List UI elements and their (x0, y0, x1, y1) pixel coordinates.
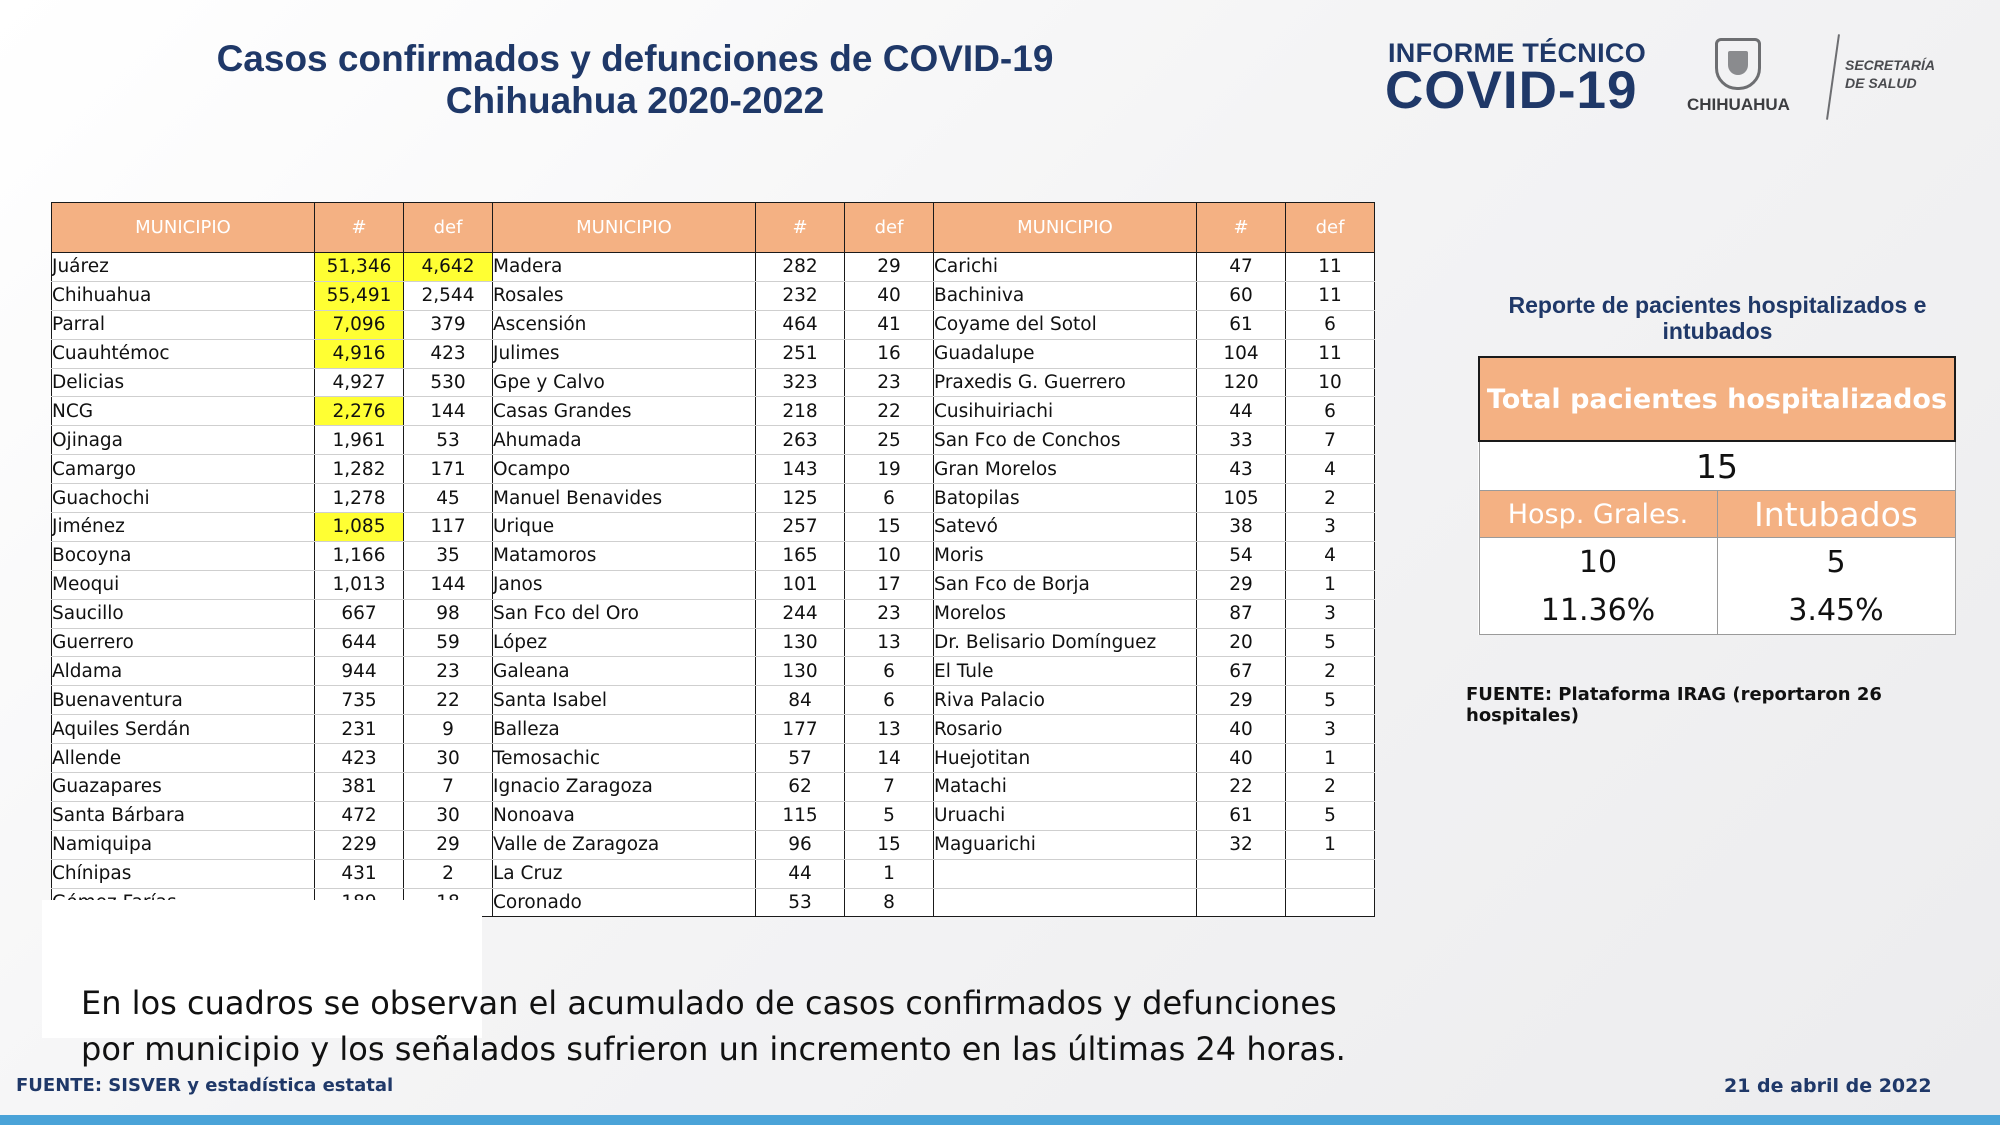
deaths-cell: 1 (845, 859, 934, 888)
cases-cell: 257 (756, 513, 845, 542)
deaths-cell: 2,544 (404, 281, 493, 310)
header-deaths: def (845, 203, 934, 253)
municipio-cell (934, 888, 1197, 917)
cases-cell: 130 (756, 657, 845, 686)
logo-informe-tecnico: INFORME TÉCNICO (1388, 38, 1646, 68)
municipio-cell: San Fco de Conchos (934, 426, 1197, 455)
municipio-cell: Manuel Benavides (493, 484, 756, 513)
municipio-cell: Uruachi (934, 801, 1197, 830)
cases-cell: 62 (756, 773, 845, 802)
deaths-cell: 35 (404, 541, 493, 570)
municipio-cell: Parral (52, 310, 315, 339)
deaths-cell: 14 (845, 744, 934, 773)
municipio-cell: Santa Bárbara (52, 801, 315, 830)
deaths-cell: 23 (845, 368, 934, 397)
municipio-cell: Guazapares (52, 773, 315, 802)
municipio-cell: Coyame del Sotol (934, 310, 1197, 339)
cases-cell (1197, 888, 1286, 917)
municipio-cell: Praxedis G. Guerrero (934, 368, 1197, 397)
municipio-cell: Urique (493, 513, 756, 542)
cases-cell: 60 (1197, 281, 1286, 310)
deaths-cell: 5 (1286, 801, 1375, 830)
deaths-cell: 144 (404, 570, 493, 599)
note-line-2: por municipio y los señalados sufrieron un incremento en las últimas 24 horas. (81, 1030, 1346, 1068)
municipio-cell: Madera (493, 253, 756, 282)
cases-cell: 423 (315, 744, 404, 773)
deaths-cell: 2 (404, 859, 493, 888)
table-row (52, 484, 1375, 513)
cases-cell: 44 (756, 859, 845, 888)
cases-cell: 1,282 (315, 455, 404, 484)
deaths-cell: 40 (845, 281, 934, 310)
deaths-cell: 2 (1286, 484, 1375, 513)
deaths-cell: 1 (1286, 570, 1375, 599)
header-cases: # (1197, 203, 1286, 253)
logo-chihuahua: CHIHUAHUA (1687, 95, 1790, 114)
cases-cell: 1,085 (315, 513, 404, 542)
cases-cell: 51,346 (315, 253, 404, 282)
municipio-cell: Morelos (934, 599, 1197, 628)
cases-cell: 125 (756, 484, 845, 513)
municipio-cell: Carichi (934, 253, 1197, 282)
deaths-cell: 9 (404, 715, 493, 744)
municipio-cell: Matachi (934, 773, 1197, 802)
deaths-cell: 30 (404, 801, 493, 830)
cases-cell: 7,096 (315, 310, 404, 339)
deaths-cell: 117 (404, 513, 493, 542)
deaths-cell: 4 (1286, 455, 1375, 484)
deaths-cell: 6 (845, 484, 934, 513)
table-row (52, 570, 1375, 599)
intubated-percent: 3.45% (1717, 586, 1955, 635)
cases-cell: 4,916 (315, 339, 404, 368)
logo-divider (1826, 34, 1840, 119)
municipio-cell: Guerrero (52, 628, 315, 657)
municipio-cell: Chihuahua (52, 281, 315, 310)
municipio-cell: Aquiles Serdán (52, 715, 315, 744)
municipio-cell: Delicias (52, 368, 315, 397)
cases-cell: 4,927 (315, 368, 404, 397)
cases-cell: 1,013 (315, 570, 404, 599)
cases-cell: 229 (315, 830, 404, 859)
municipio-cell: Chínipas (52, 859, 315, 888)
municipio-cell: Balleza (493, 715, 756, 744)
header-municipio: MUNICIPIO (934, 203, 1197, 253)
table-row (52, 801, 1375, 830)
municipio-cell: Ahumada (493, 426, 756, 455)
table-row (52, 368, 1375, 397)
deaths-cell: 45 (404, 484, 493, 513)
cases-cell: 61 (1197, 310, 1286, 339)
table-row (52, 253, 1375, 282)
table-row (52, 397, 1375, 426)
header-municipio: MUNICIPIO (493, 203, 756, 253)
deaths-cell: 1 (1286, 744, 1375, 773)
cases-cell: 105 (1197, 484, 1286, 513)
deaths-cell: 7 (404, 773, 493, 802)
municipio-cell: Guachochi (52, 484, 315, 513)
deaths-cell: 17 (845, 570, 934, 599)
municipality-table (51, 202, 1375, 917)
cases-cell: 431 (315, 859, 404, 888)
cases-cell: 130 (756, 628, 845, 657)
deaths-cell (1286, 859, 1375, 888)
bottom-accent-bar (0, 1115, 2000, 1125)
deaths-cell: 3 (1286, 513, 1375, 542)
deaths-cell: 10 (845, 541, 934, 570)
deaths-cell: 13 (845, 715, 934, 744)
municipio-cell: Riva Palacio (934, 686, 1197, 715)
municipio-cell: Bocoyna (52, 541, 315, 570)
deaths-cell: 4,642 (404, 253, 493, 282)
municipio-cell: Bachiniva (934, 281, 1197, 310)
deaths-cell: 23 (404, 657, 493, 686)
municipio-cell (934, 859, 1197, 888)
deaths-cell: 59 (404, 628, 493, 657)
municipio-cell: Huejotitan (934, 744, 1197, 773)
municipio-cell: Cuauhtémoc (52, 339, 315, 368)
page-title (120, 38, 1150, 122)
deaths-cell: 3 (1286, 715, 1375, 744)
cases-cell: 1,166 (315, 541, 404, 570)
cases-cell: 54 (1197, 541, 1286, 570)
deaths-cell: 98 (404, 599, 493, 628)
header-deaths: def (1286, 203, 1375, 253)
municipio-cell: Maguarichi (934, 830, 1197, 859)
cases-cell: 282 (756, 253, 845, 282)
table-header-row (52, 203, 1375, 253)
cases-cell: 67 (1197, 657, 1286, 686)
municipio-cell: Rosario (934, 715, 1197, 744)
municipio-cell: Gpe y Calvo (493, 368, 756, 397)
municipio-cell: Guadalupe (934, 339, 1197, 368)
table-row (52, 513, 1375, 542)
cases-cell: 177 (756, 715, 845, 744)
deaths-cell: 6 (1286, 310, 1375, 339)
municipio-cell: Coronado (493, 888, 756, 917)
secretaria-line-2: DE SALUD (1845, 75, 1917, 91)
municipio-cell: Cusihuiriachi (934, 397, 1197, 426)
table-row (52, 773, 1375, 802)
cases-cell: 165 (756, 541, 845, 570)
cases-cell: 101 (756, 570, 845, 599)
cases-cell: 244 (756, 599, 845, 628)
cases-cell: 464 (756, 310, 845, 339)
deaths-cell: 6 (1286, 397, 1375, 426)
cases-cell: 40 (1197, 744, 1286, 773)
title-line-1: Casos confirmados y defunciones de COVID-19 (216, 38, 1054, 79)
deaths-cell: 379 (404, 310, 493, 339)
deaths-cell: 41 (845, 310, 934, 339)
table-row (52, 830, 1375, 859)
municipio-cell: Saucillo (52, 599, 315, 628)
table-row (52, 541, 1375, 570)
municipio-cell: Matamoros (493, 541, 756, 570)
municipio-cell: Ascensión (493, 310, 756, 339)
deaths-cell: 4 (1286, 541, 1375, 570)
deaths-cell: 23 (845, 599, 934, 628)
deaths-cell: 7 (845, 773, 934, 802)
deaths-cell: 144 (404, 397, 493, 426)
municipio-cell: NCG (52, 397, 315, 426)
municipio-cell: Ignacio Zaragoza (493, 773, 756, 802)
deaths-cell: 2 (1286, 773, 1375, 802)
municipio-cell: Ocampo (493, 455, 756, 484)
hospital-table (1478, 356, 1956, 635)
municipio-cell: Camargo (52, 455, 315, 484)
deaths-cell: 5 (1286, 686, 1375, 715)
table-row (52, 426, 1375, 455)
deaths-cell: 11 (1286, 281, 1375, 310)
deaths-cell: 8 (845, 888, 934, 917)
cases-cell (1197, 859, 1286, 888)
table-row (52, 628, 1375, 657)
deaths-cell: 1 (1286, 830, 1375, 859)
deaths-cell: 3 (1286, 599, 1375, 628)
deaths-cell: 29 (404, 830, 493, 859)
deaths-cell: 53 (404, 426, 493, 455)
cases-cell: 22 (1197, 773, 1286, 802)
cases-cell: 667 (315, 599, 404, 628)
deaths-cell: 15 (845, 830, 934, 859)
deaths-cell: 10 (1286, 368, 1375, 397)
cases-cell: 251 (756, 339, 845, 368)
deaths-cell: 22 (404, 686, 493, 715)
deaths-cell: 16 (845, 339, 934, 368)
header-cases: # (756, 203, 845, 253)
deaths-cell: 6 (845, 657, 934, 686)
cases-cell: 2,276 (315, 397, 404, 426)
municipio-cell: Batopilas (934, 484, 1197, 513)
data-source: FUENTE: SISVER y estadística estatal (16, 1075, 394, 1096)
secretaria-line-1: SECRETARÍA (1845, 57, 1935, 73)
note-line-1: En los cuadros se observan el acumulado de casos confirmados y defunciones (81, 984, 1337, 1022)
explanatory-note (81, 980, 1381, 1072)
cases-cell: 472 (315, 801, 404, 830)
general-hospital-value: 10 (1479, 538, 1717, 587)
table-row (52, 686, 1375, 715)
deaths-cell: 5 (1286, 628, 1375, 657)
cases-cell: 96 (756, 830, 845, 859)
hospital-source: FUENTE: Plataforma IRAG (reportaron 26 hospitales) (1466, 684, 1882, 726)
cases-cell: 644 (315, 628, 404, 657)
municipio-cell: Santa Isabel (493, 686, 756, 715)
cases-cell: 33 (1197, 426, 1286, 455)
deaths-cell: 30 (404, 744, 493, 773)
deaths-cell: 15 (845, 513, 934, 542)
cases-cell: 47 (1197, 253, 1286, 282)
table-row (52, 339, 1375, 368)
municipio-cell: Gran Morelos (934, 455, 1197, 484)
deaths-cell: 25 (845, 426, 934, 455)
cases-cell: 20 (1197, 628, 1286, 657)
municipio-cell: Juárez (52, 253, 315, 282)
hospital-report-title: Reporte de pacientes hospitalizados e intubados (1508, 292, 1927, 344)
deaths-cell: 13 (845, 628, 934, 657)
cases-cell: 232 (756, 281, 845, 310)
cases-cell: 61 (1197, 801, 1286, 830)
municipio-cell: Dr. Belisario Domínguez (934, 628, 1197, 657)
table-row (52, 599, 1375, 628)
cases-cell: 120 (1197, 368, 1286, 397)
table-row (52, 859, 1375, 888)
cases-cell: 143 (756, 455, 845, 484)
logo-secretaria-de-salud (1845, 56, 1935, 92)
deaths-cell: 22 (845, 397, 934, 426)
header-municipio: MUNICIPIO (52, 203, 315, 253)
municipio-cell: La Cruz (493, 859, 756, 888)
cases-cell: 32 (1197, 830, 1286, 859)
report-date: 21 de abril de 2022 (1724, 1075, 1932, 1097)
total-hospitalized-value: 15 (1479, 441, 1955, 491)
table-row (52, 657, 1375, 686)
cases-cell: 263 (756, 426, 845, 455)
municipio-cell: Buenaventura (52, 686, 315, 715)
deaths-cell: 29 (845, 253, 934, 282)
cases-cell: 1,961 (315, 426, 404, 455)
cases-cell: 104 (1197, 339, 1286, 368)
deaths-cell: 11 (1286, 339, 1375, 368)
cases-cell: 29 (1197, 570, 1286, 599)
deaths-cell: 19 (845, 455, 934, 484)
municipio-cell: Rosales (493, 281, 756, 310)
cases-cell: 323 (756, 368, 845, 397)
logo-covid-19: COVID-19 (1385, 61, 1638, 120)
cases-cell: 84 (756, 686, 845, 715)
municipio-cell: Temosachic (493, 744, 756, 773)
cases-cell: 218 (756, 397, 845, 426)
chihuahua-shield-icon (1715, 38, 1761, 90)
municipio-cell: Julimes (493, 339, 756, 368)
deaths-cell: 530 (404, 368, 493, 397)
cases-cell: 115 (756, 801, 845, 830)
municipio-cell: López (493, 628, 756, 657)
municipio-cell: Galeana (493, 657, 756, 686)
deaths-cell: 2 (1286, 657, 1375, 686)
title-line-2: Chihuahua 2020-2022 (445, 80, 825, 121)
deaths-cell: 11 (1286, 253, 1375, 282)
municipio-cell: Valle de Zaragoza (493, 830, 756, 859)
header-cases: # (315, 203, 404, 253)
cases-cell: 231 (315, 715, 404, 744)
table-row (52, 455, 1375, 484)
table-row (52, 744, 1375, 773)
intubated-value: 5 (1717, 538, 1955, 587)
intubated-label: Intubados (1717, 491, 1955, 538)
municipio-cell: Casas Grandes (493, 397, 756, 426)
deaths-cell: 6 (845, 686, 934, 715)
municipio-cell: Allende (52, 744, 315, 773)
deaths-cell: 7 (1286, 426, 1375, 455)
municipio-cell: El Tule (934, 657, 1197, 686)
municipio-cell: Meoqui (52, 570, 315, 599)
municipio-cell: Moris (934, 541, 1197, 570)
table-row (52, 281, 1375, 310)
cases-cell: 43 (1197, 455, 1286, 484)
table-row (52, 310, 1375, 339)
municipio-cell: Janos (493, 570, 756, 599)
informe-tecnico-logo (1385, 38, 1965, 128)
general-hospital-percent: 11.36% (1479, 586, 1717, 635)
deaths-cell: 5 (845, 801, 934, 830)
municipio-cell: Aldama (52, 657, 315, 686)
cases-cell: 55,491 (315, 281, 404, 310)
cases-cell: 87 (1197, 599, 1286, 628)
cases-cell: 735 (315, 686, 404, 715)
municipio-cell: Satevó (934, 513, 1197, 542)
deaths-cell (1286, 888, 1375, 917)
municipio-cell: San Fco de Borja (934, 570, 1197, 599)
deaths-cell: 171 (404, 455, 493, 484)
cases-cell: 57 (756, 744, 845, 773)
cases-cell: 40 (1197, 715, 1286, 744)
header-deaths: def (404, 203, 493, 253)
cases-cell: 944 (315, 657, 404, 686)
cases-cell: 53 (756, 888, 845, 917)
general-hospital-label: Hosp. Grales. (1479, 491, 1717, 538)
cases-cell: 29 (1197, 686, 1286, 715)
cases-cell: 381 (315, 773, 404, 802)
total-hospitalized-label: Total pacientes hospitalizados (1479, 357, 1955, 441)
municipio-cell: San Fco del Oro (493, 599, 756, 628)
deaths-cell: 423 (404, 339, 493, 368)
cases-cell: 44 (1197, 397, 1286, 426)
cases-cell: 1,278 (315, 484, 404, 513)
municipio-cell: Namiquipa (52, 830, 315, 859)
cases-cell: 38 (1197, 513, 1286, 542)
municipio-cell: Nonoava (493, 801, 756, 830)
municipio-cell: Jiménez (52, 513, 315, 542)
table-row (52, 715, 1375, 744)
municipio-cell: Ojinaga (52, 426, 315, 455)
